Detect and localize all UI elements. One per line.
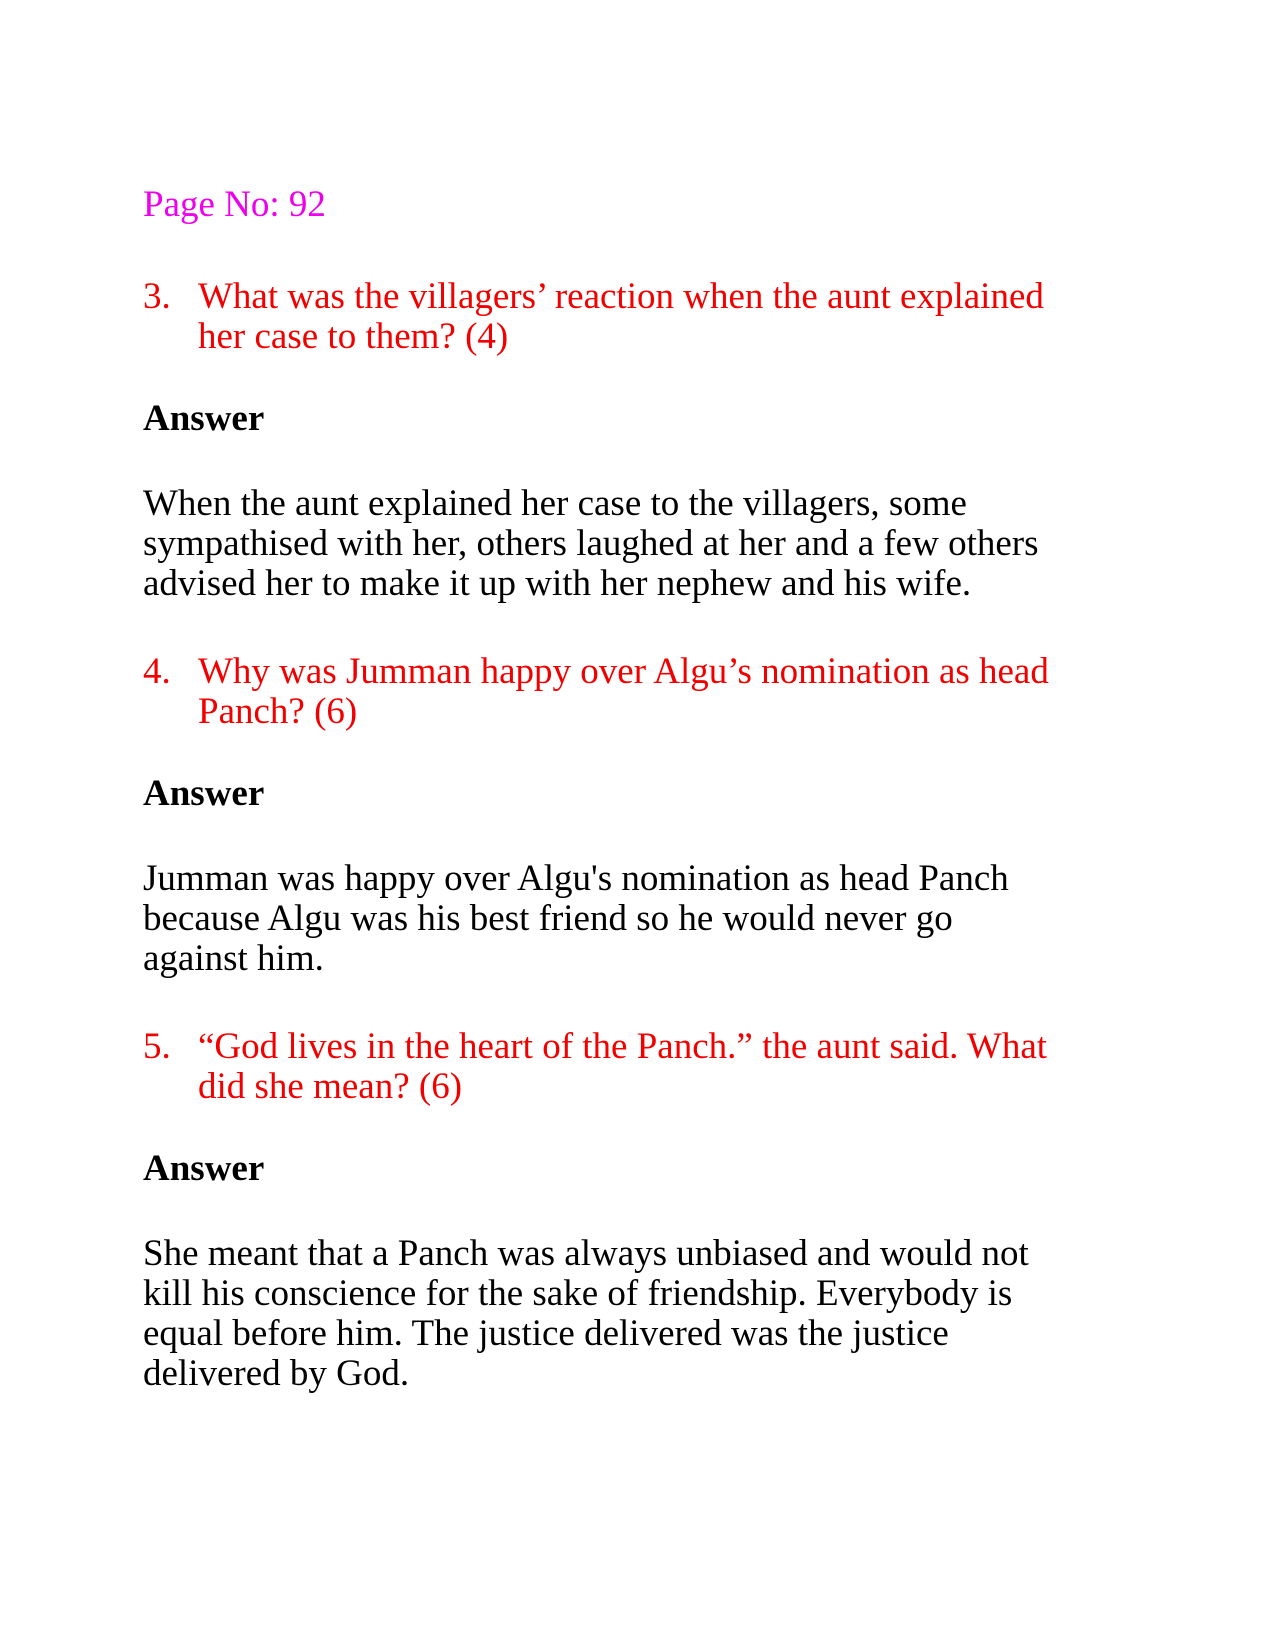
answer-heading: Answer <box>143 773 265 814</box>
answer-text: When the aunt explained her case to the villagers, some sympathised with her, others laughed at her and a few others advised her to make it up with her nephew and his wife. <box>143 483 1039 604</box>
question-number: 3. <box>143 276 171 317</box>
question-text: Why was Jumman happy over Algu’s nomination as head Panch? (6) <box>198 651 1049 732</box>
qa-item <box>143 652 1063 979</box>
page-number-label: Page No: 92 <box>143 184 326 225</box>
question-text: What was the villagers’ reaction when the aunt explained her case to them? (4) <box>198 276 1044 357</box>
answer-text: She meant that a Panch was always unbiased and would not kill his conscience for the sake of friendship. Everybody is equal before him. The justice delivered was the justice delivered by God. <box>143 1233 1029 1394</box>
answer-heading: Answer <box>143 1148 265 1189</box>
answer-heading: Answer <box>143 398 265 439</box>
question-text: “God lives in the heart of the Panch.” the aunt said. What did she mean? (6) <box>198 1026 1048 1107</box>
question-number: 5. <box>143 1026 171 1067</box>
question <box>143 1027 1063 1107</box>
question <box>143 652 1063 732</box>
answer-text: Jumman was happy over Algu's nomination as head Panch because Algu was his best friend so he would never go against him. <box>143 858 1009 979</box>
question <box>143 277 1063 357</box>
question-number: 4. <box>143 651 171 692</box>
qa-item <box>143 277 1063 604</box>
qa-item <box>143 1027 1063 1394</box>
document-page <box>143 185 1063 1442</box>
